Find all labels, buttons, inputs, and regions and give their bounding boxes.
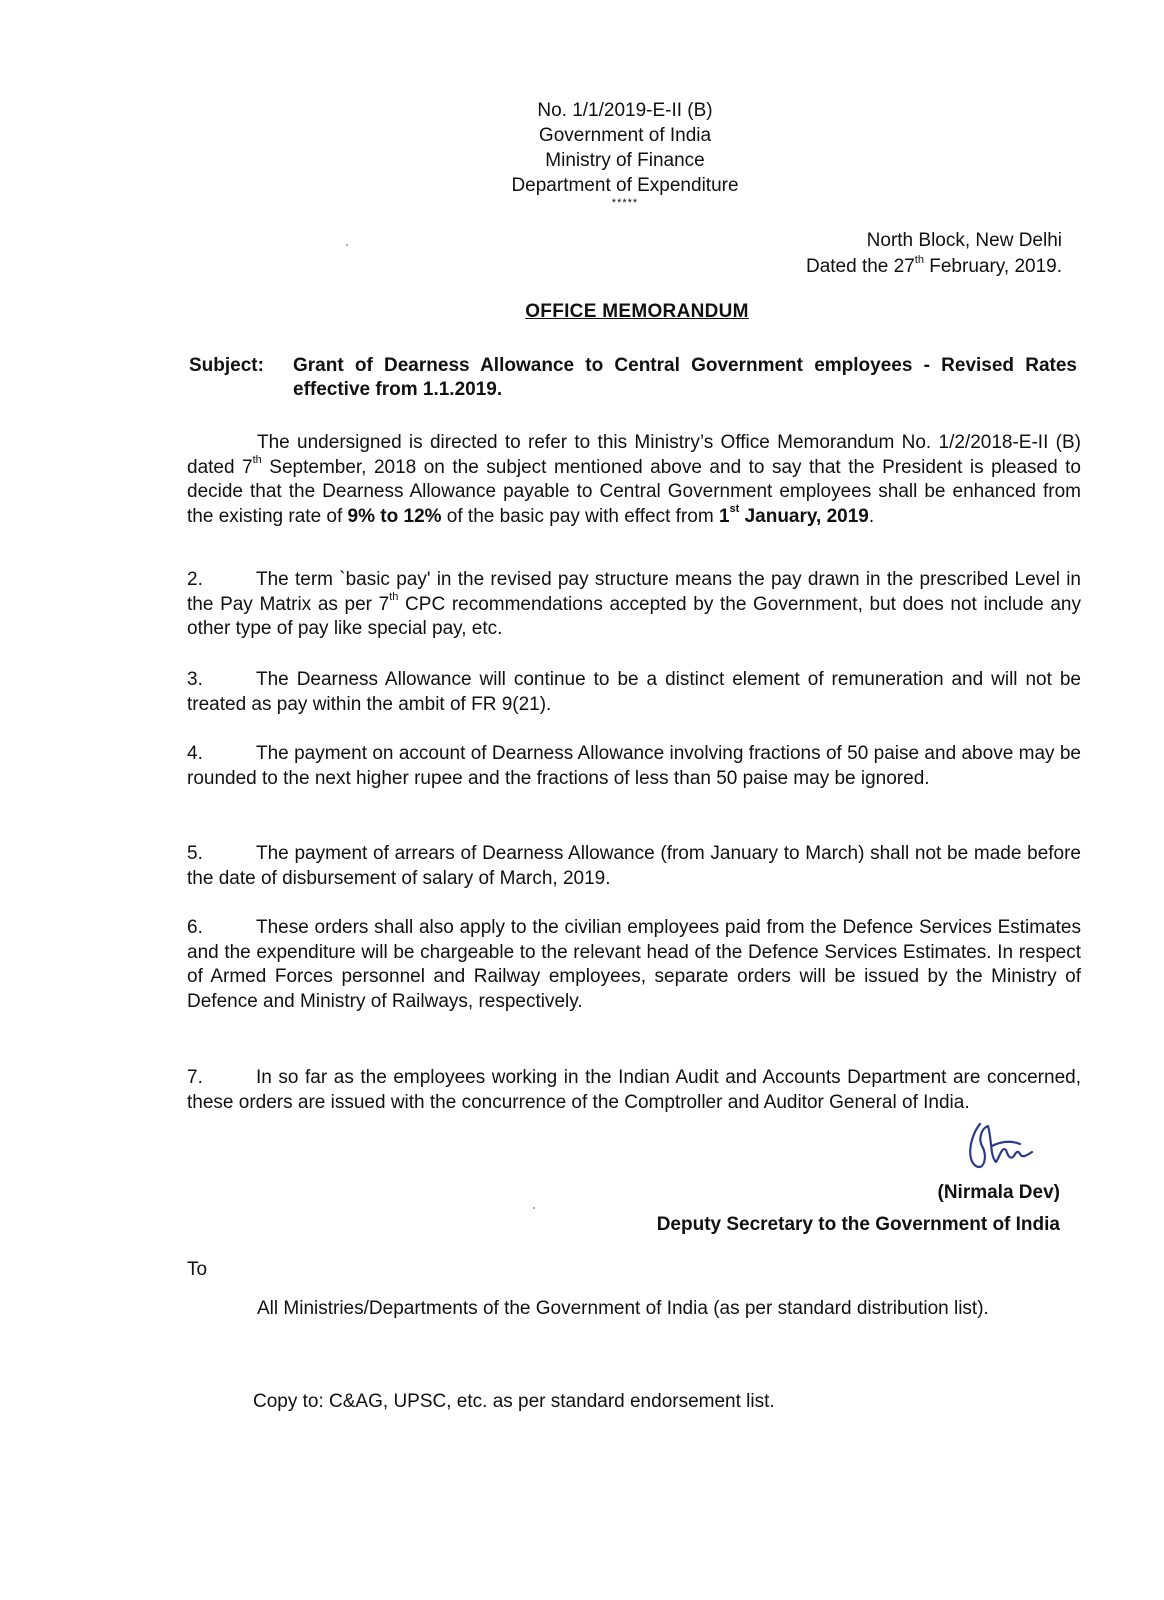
- file-number: No. 1/1/2019-E-II (B): [537, 100, 713, 121]
- scan-speck: [346, 244, 348, 246]
- copy-to: Copy to: C&AG, UPSC, etc. as per standard endorsement list.: [253, 1391, 775, 1412]
- to-label: To: [187, 1259, 208, 1280]
- ministry-name: Ministry of Finance: [545, 150, 705, 171]
- date: Dated the 27th February, 2019.: [805, 253, 1062, 277]
- signatory-block: [657, 1177, 1060, 1241]
- paragraph-4: 4. The payment on account of Dearness Allowance involving fractions of 50 paise and above may be rounded to the next higher rupee and the fractions of less than 50 paise may be ignored.: [187, 743, 1081, 789]
- subject-label: Subject:: [189, 355, 264, 376]
- paragraph-1: The undersigned is directed to refer to this Ministry’s Office Memorandum No. 1/2/2018-E-II (B) dated 7th September, 2018 on the subject mentioned above and to say that the President is pleased to decide that the Dearness Allowance payable to Central Government employees shall be enhanced from the existing rate of 9% to 12% of the basic pay with effect from 1st January, 2019.: [187, 432, 1081, 527]
- addressees: All Ministries/Departments of the Government of India (as per standard distribution list).: [257, 1298, 989, 1319]
- department-name: Department of Expenditure: [511, 175, 739, 196]
- scan-speck: [533, 1207, 535, 1209]
- paragraph-5: 5. The payment of arrears of Dearness Allowance (from January to March) shall not be made before the date of disbursement of salary of March, 2019.: [187, 843, 1081, 889]
- signature-mark: [962, 1116, 1082, 1176]
- letterhead: [470, 98, 780, 208]
- separator-stars: *****: [611, 197, 639, 209]
- paragraph-2: 2. The term `basic pay' in the revised pay structure means the pay drawn in the prescribed Level in the Pay Matrix as per 7th CPC recommendations accepted by the Government, but does not include any other type of pay like special pay, etc.: [187, 569, 1081, 639]
- government-name: Government of India: [538, 125, 712, 146]
- paragraph-7: 7. In so far as the employees working in the Indian Audit and Accounts Department are concerned, these orders are issued with the concurrence of the Comptroller and Auditor General of India.: [187, 1067, 1081, 1113]
- place: North Block, New Delhi: [866, 230, 1062, 251]
- subject-text: Grant of Dearness Allowance to Central Government employees - Revised Rates effective from 1.1.2019.: [293, 355, 1077, 400]
- document-title: OFFICE MEMORANDUM: [525, 301, 749, 322]
- paragraph-6: 6. These orders shall also apply to the civilian employees paid from the Defence Services Estimates and the expenditure will be chargeable to the relevant head of the Defence Services Estimates. In respect of Armed Forces personnel and Railway employees, separate orders will be issued by the Ministry of Defence and Ministry of Railways, respectively.: [187, 917, 1081, 1012]
- paragraph-3: 3. The Dearness Allowance will continue to be a distinct element of remuneration and will not be treated as pay within the ambit of FR 9(21).: [187, 669, 1081, 715]
- signatory-name: (Nirmala Dev): [937, 1182, 1060, 1203]
- place-and-date: [806, 228, 1062, 280]
- signatory-designation: Deputy Secretary to the Government of India: [656, 1214, 1060, 1235]
